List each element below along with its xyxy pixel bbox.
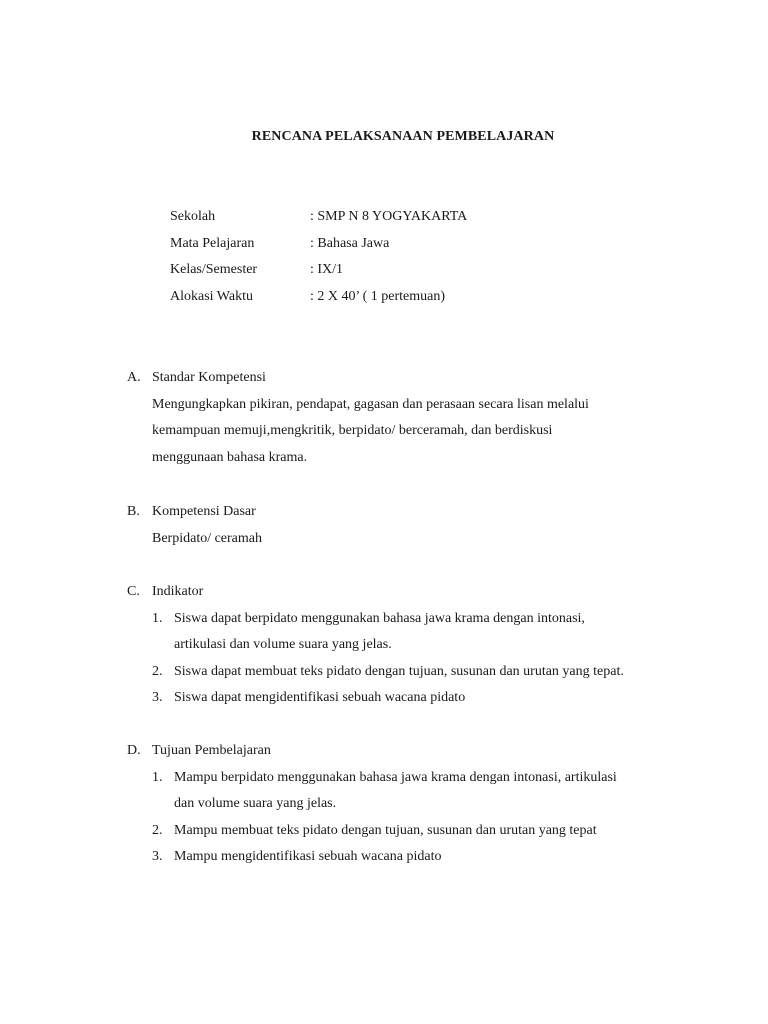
section-letter: C. bbox=[127, 584, 140, 599]
list-item-line: Siswa dapat berpidato menggunakan bahasa jawa krama dengan intonasi, bbox=[174, 610, 585, 626]
section-title: Tujuan Pembelajaran bbox=[152, 743, 271, 758]
list-number: 3. bbox=[152, 849, 163, 864]
list-item-line: Siswa dapat mengidentifikasi sebuah wacana pidato bbox=[174, 690, 466, 705]
info-label: Sekolah bbox=[170, 209, 216, 224]
list-number: 2. bbox=[152, 822, 163, 838]
section-body bbox=[152, 609, 687, 715]
section-letter: D. bbox=[127, 743, 141, 758]
info-value: : 2 X 40’ ( 1 pertemuan) bbox=[310, 288, 446, 304]
list-item-line: artikulasi dan volume suara yang jelas. bbox=[174, 637, 392, 652]
section-title: Standar Kompetensi bbox=[152, 370, 266, 385]
section-standar-kompetensi bbox=[127, 368, 687, 474]
list-item bbox=[152, 609, 687, 662]
section-title: Kompetensi Dasar bbox=[152, 504, 256, 519]
list-item bbox=[152, 688, 687, 715]
list-number: 1. bbox=[152, 769, 163, 785]
info-value: : IX/1 bbox=[310, 262, 344, 277]
list-item bbox=[152, 821, 687, 848]
info-row-time bbox=[170, 287, 467, 314]
info-value: : Bahasa Jawa bbox=[310, 235, 390, 251]
paragraph-line: Berpidato/ ceramah bbox=[152, 530, 263, 546]
paragraph-line: menggunaan bahasa krama. bbox=[152, 449, 308, 465]
section-kompetensi-dasar bbox=[127, 502, 687, 555]
section-title: Indikator bbox=[152, 584, 204, 599]
info-label: Kelas/Semester bbox=[170, 262, 258, 277]
info-label: Mata Pelajaran bbox=[170, 235, 255, 251]
section-body bbox=[152, 768, 687, 874]
list-item bbox=[152, 662, 687, 689]
section-letter: A. bbox=[127, 370, 141, 385]
info-table bbox=[170, 207, 467, 313]
list-item-line: Siswa dapat membuat teks pidato dengan tujuan, susunan dan urutan yang tepat. bbox=[174, 663, 624, 679]
list-item bbox=[152, 847, 687, 874]
paragraph-line: Mengungkapkan pikiran, pendapat, gagasan dan perasaan secara lisan melalui bbox=[152, 396, 589, 412]
info-row-class bbox=[170, 260, 467, 287]
list-item-line: Mampu membuat teks pidato dengan tujuan, susunan dan urutan yang tepat bbox=[174, 822, 597, 838]
info-value: : SMP N 8 YOGYAKARTA bbox=[310, 209, 468, 224]
section-heading bbox=[127, 741, 687, 768]
section-letter: B. bbox=[127, 504, 140, 519]
section-indikator bbox=[127, 582, 687, 715]
section-tujuan-pembelajaran bbox=[127, 741, 687, 874]
list-number: 1. bbox=[152, 610, 163, 626]
list-item bbox=[152, 768, 687, 821]
document-title: RENCANA PELAKSANAAN PEMBELAJARAN bbox=[251, 129, 555, 144]
section-heading bbox=[127, 368, 687, 395]
info-row-subject bbox=[170, 234, 467, 261]
info-label: Alokasi Waktu bbox=[170, 288, 253, 304]
section-heading bbox=[127, 502, 687, 529]
info-row-school bbox=[170, 207, 467, 234]
section-heading bbox=[127, 582, 687, 609]
list-number: 2. bbox=[152, 663, 163, 679]
paragraph-line: kemampuan memuji,mengkritik, berpidato/ berceramah, dan berdiskusi bbox=[152, 423, 553, 438]
list-number: 3. bbox=[152, 690, 163, 705]
list-item-line: dan volume suara yang jelas. bbox=[174, 796, 337, 811]
list-item-line: Mampu mengidentifikasi sebuah wacana pidato bbox=[174, 849, 442, 864]
section-body bbox=[152, 529, 687, 556]
section-body bbox=[152, 395, 687, 475]
list-item-line: Mampu berpidato menggunakan bahasa jawa krama dengan intonasi, artikulasi bbox=[174, 769, 617, 785]
